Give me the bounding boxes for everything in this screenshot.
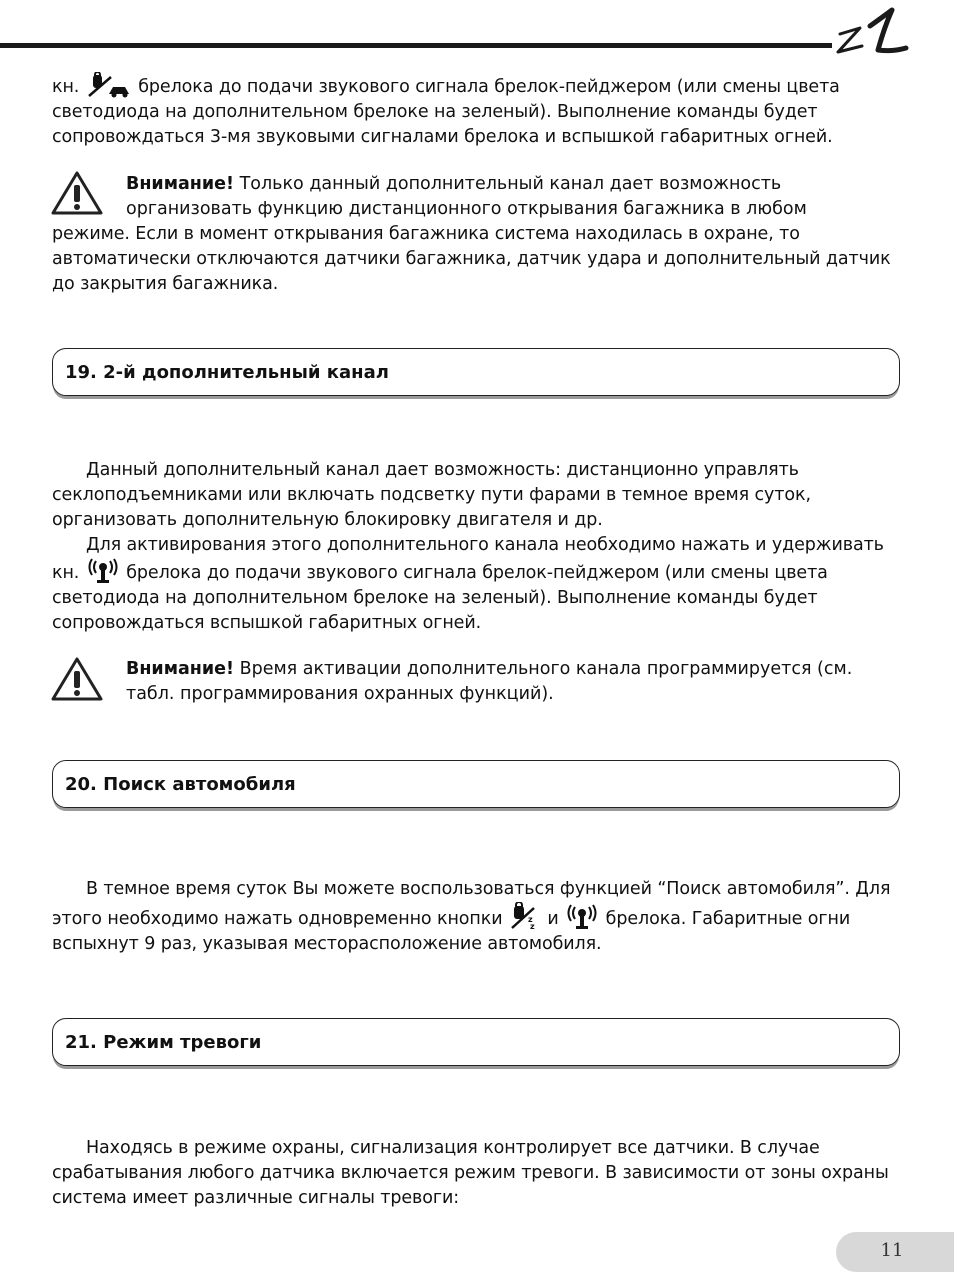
paragraph-text: Находясь в режиме охраны, сигнализация контролирует все датчики. В случае срабатывания любого датчика включается режим тревоги. В зависимости от зоны охраны система имеет различные сигналы тревоги: — [52, 1138, 889, 1208]
paragraph-text: Данный дополнительный канал дает возможность: дистанционно управлять секлоподъемниками или включать подсветку пути фарами в темное время суток, организовать дополнительную блокировку двигателя и др. — [52, 460, 811, 530]
warning-label: Внимание! — [126, 174, 235, 194]
antenna-signal-icon — [87, 558, 119, 584]
svg-text:z: z — [527, 915, 533, 924]
paragraph-text: В темное время суток Вы можете воспользоваться функцией “Поиск автомобиля”. Для этого необходимо нажать одновременно кнопки — [52, 879, 891, 929]
paragraph-car-search — [52, 877, 902, 957]
warning-triangle-icon — [50, 170, 104, 216]
header-rule — [0, 43, 832, 48]
brand-logo — [826, 6, 910, 58]
section-title: 19. 2-й дополнительный канал — [65, 362, 389, 383]
section-title: 21. Режим тревоги — [65, 1032, 262, 1053]
warning-text: Время активации дополнительного канала программируется (см. табл. программирования охранных функций). — [126, 659, 853, 704]
section-header-21 — [52, 1018, 900, 1066]
conjunction-text: и — [547, 909, 559, 929]
section-title: 20. Поиск автомобиля — [65, 774, 296, 795]
warning-text: Только данный дополнительный канал дает возможность организовать функцию дистанционного открывания багажника в любом — [126, 174, 807, 219]
section-header-19 — [52, 348, 900, 396]
warning-triangle-icon — [50, 656, 104, 702]
paragraph-alarm-mode — [52, 1136, 902, 1211]
paragraph-text: брелока до подачи звукового сигнала брелок-пейджером (или смены цвета светодиода на дополнительном брелоке на зеленый). Выполнение команды будет сопровождаться вспышкой габаритных огней. — [52, 563, 828, 633]
warning-note-continued: режиме. Если в момент открывания багажника система находилась в охране, то автоматически отключаются датчики багажника, датчик удара и дополнительный датчик до закрытия багажника. — [52, 224, 891, 294]
section-header-20 — [52, 760, 900, 808]
page-number-tab — [836, 1232, 954, 1272]
paragraph-text: брелока. Габаритные огни вспыхнут 9 раз, указывая месторасположение автомобиля. — [52, 909, 851, 954]
paragraph-second-channel-intro — [52, 458, 902, 533]
warning-note-activation-time — [126, 657, 896, 707]
page-number: 11 — [880, 1240, 904, 1261]
paragraph-trunk-channel — [52, 72, 902, 150]
lock-trunk-icon — [87, 72, 131, 98]
warning-label: Внимание! — [126, 659, 235, 679]
svg-text:z: z — [529, 922, 535, 930]
antenna-signal-icon — [566, 904, 598, 930]
warning-note-trunk — [126, 172, 896, 222]
paragraph-text: Для активирования этого дополнительного канала необходимо нажать и удерживать кн. — [52, 535, 884, 583]
paragraph-text: брелока до подачи звукового сигнала брелок-пейджером (или смены цвета светодиода на дополнительном брелоке на зеленый). Выполнение команды будет сопровождаться 3-мя звуковыми сигналами брелока и вспышкой габаритных огней. — [52, 77, 840, 147]
button-prefix: кн. — [52, 77, 80, 97]
lock-sleep-icon — [510, 902, 540, 930]
paragraph-second-channel-activation — [52, 533, 902, 636]
